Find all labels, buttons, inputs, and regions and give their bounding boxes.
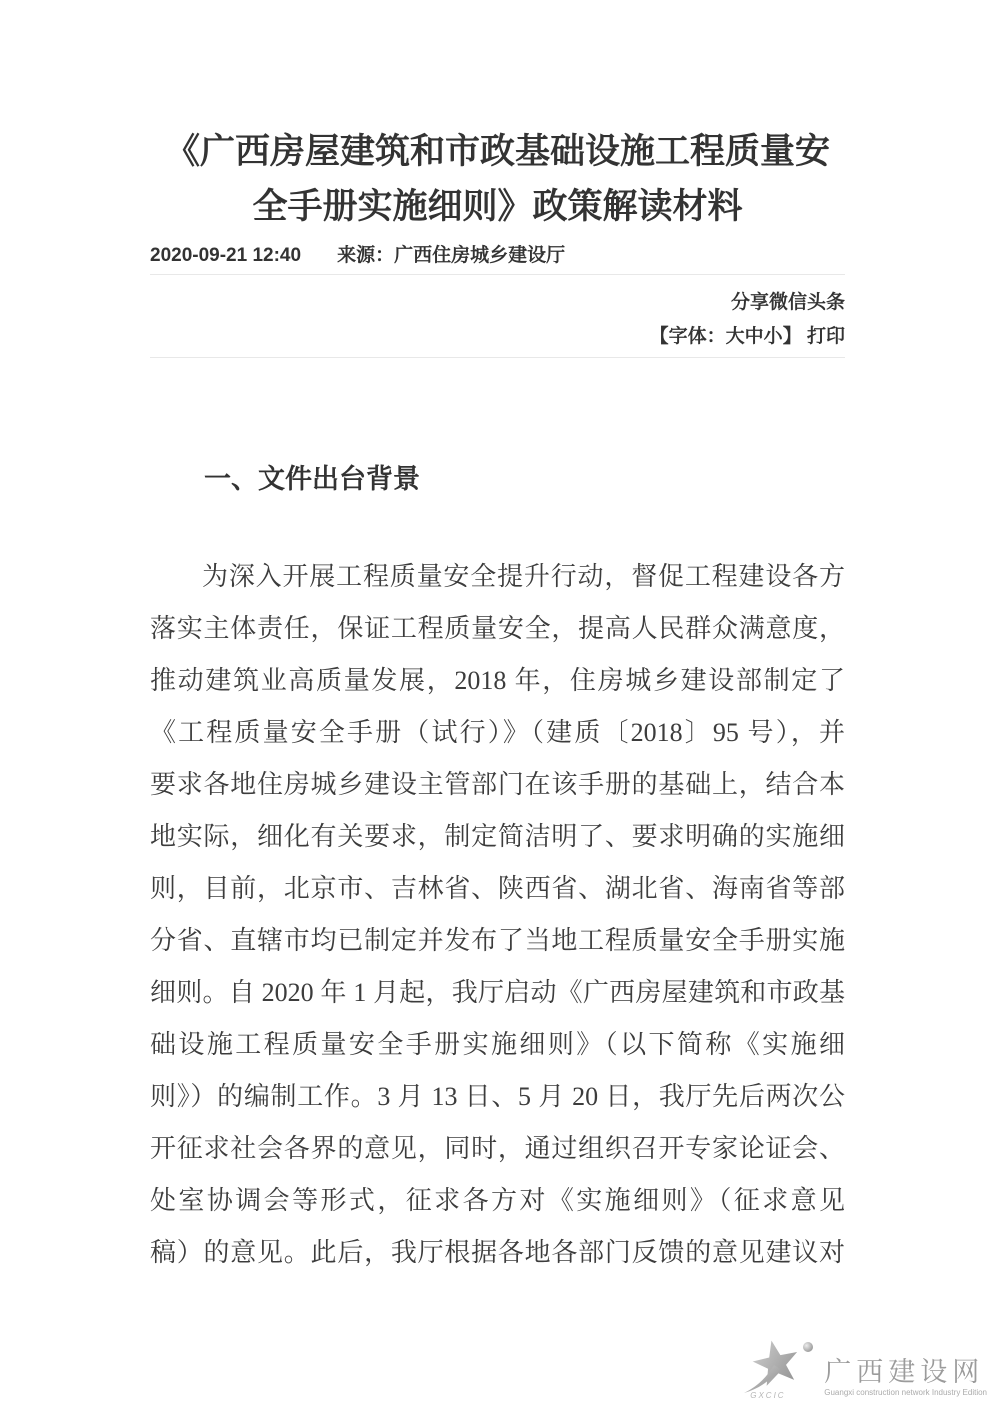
paragraph-line: 处室协调会等形式，征求各方对《实施细则》（征求意见	[150, 1186, 845, 1215]
site-logo	[734, 1336, 987, 1400]
logo-star-wrap	[734, 1336, 820, 1400]
print-button[interactable]: 打印	[806, 326, 845, 347]
article-title	[150, 124, 845, 234]
font-size-medium[interactable]: 中	[744, 326, 764, 347]
paragraph-line: 稿）的意见。此后，我厅根据各地各部门反馈的意见建议对	[150, 1238, 845, 1267]
paragraph-line: 要求各地住房城乡建设主管部门在该手册的基础上，结合本	[150, 770, 845, 799]
font-size-large[interactable]: 大	[725, 326, 745, 347]
paragraph-line: 础设施工程质量安全手册实施细则》（以下简称《实施细	[150, 1030, 845, 1059]
article-page	[150, 0, 845, 1279]
paragraph-line: 地实际，细化有关要求，制定简洁明了、要求明确的实施细	[150, 822, 845, 851]
paragraph-line: 则，目前，北京市、吉林省、陕西省、湖北省、海南省等部	[150, 874, 845, 903]
paragraph-line: 则》）的编制工作。3 月 13 日、5 月 20 日，我厅先后两次公	[150, 1082, 845, 1111]
paragraph-line: 《工程质量安全手册（试行）》（建质〔2018〕95 号），并	[150, 718, 845, 747]
share-links[interactable]: 分享微信头条	[730, 292, 845, 313]
paragraph-line: 分省、直辖市均已制定并发布了当地工程质量安全手册实施	[150, 926, 845, 955]
font-toolbar	[150, 325, 845, 349]
logo-tagline: Guangxi construction network Industry Edition	[824, 1388, 987, 1397]
divider	[150, 357, 845, 358]
article-title-line-1: 《广西房屋建筑和市政基础设施工程质量安	[164, 132, 830, 171]
logo-badge: GXCIC	[750, 1391, 786, 1400]
paragraph-line: 细则。自 2020 年 1 月起，我厅启动《广西房屋建筑和市政基	[150, 978, 845, 1007]
paragraph-line: 开征求社会各界的意见，同时，通过组织召开专家论证会、	[150, 1134, 845, 1163]
paragraph-line: 推动建筑业高质量发展，2018 年，住房城乡建设部制定了	[150, 666, 845, 695]
paragraph-line: 落实主体责任，保证工程质量安全，提高人民群众满意度，	[150, 614, 845, 643]
divider	[150, 274, 845, 275]
section-heading: 一、文件出台背景	[204, 464, 420, 494]
share-toolbar	[150, 291, 845, 315]
publish-datetime: 2020-09-21 12:40	[150, 245, 302, 266]
logo-text-block	[824, 1357, 987, 1400]
article-paragraph	[150, 551, 845, 1279]
article-meta	[150, 244, 845, 268]
paragraph-line: 为深入开展工程质量安全提升行动，督促工程建设各方	[202, 562, 845, 591]
source-label: 来源：广西住房城乡建设厅	[337, 245, 566, 266]
logo-name: 广西建设网	[824, 1357, 985, 1387]
article-title-line-2: 全手册实施细则》政策解读材料	[252, 187, 743, 226]
font-size-small[interactable]: 小	[763, 326, 783, 347]
font-size-label-suffix: 】	[782, 326, 802, 347]
font-size-label-prefix: 【字体：	[649, 326, 726, 347]
